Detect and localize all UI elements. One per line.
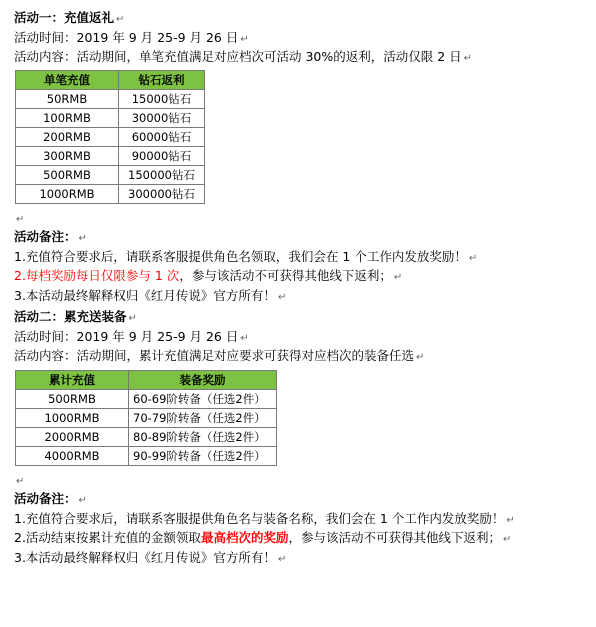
table-cell: 300000钻石 [119,184,205,203]
table-cell: 150000钻石 [119,165,205,184]
table-cell: 500RMB [16,165,119,184]
table-cell: 70-79阶转备（任选2件） [129,408,277,427]
activity2-note-1: 1.充值符合要求后，请联系客服提供角色名与装备名称，我们会在 1 个工作内发放奖励！ ↵ [14,510,515,526]
table-header-cell: 装备奖励 [129,370,277,389]
table-row [16,408,277,427]
table-row [16,389,277,408]
activity2-title: 活动二：累充送装备 ↵ [14,309,137,324]
table-header-cell: 单笔充值 [16,70,119,89]
table-cell: 300RMB [16,146,119,165]
activity1-note-3: 3.本活动最终解释权归《红月传说》官方所有！ ↵ [14,287,287,303]
empty-paragraph: ↵ [16,475,25,487]
activity1-note-1: 1.充值符合要求后，请联系客服提供角色名领取，我们会在 1 个工作内发放奖励！ ↵ [14,248,478,264]
table-cell: 100RMB [16,108,119,127]
table-cell: 50RMB [16,89,119,108]
activity2-time: 活动时间：2019 年 9 月 25-9 月 26 日 ↵ [14,328,249,344]
activity1-time: 活动时间：2019 年 9 月 25-9 月 26 日 ↵ [14,29,249,45]
table-cell: 500RMB [16,389,129,408]
table-row [16,146,205,165]
table-cell: 90000钻石 [119,146,205,165]
table-cell: 1000RMB [16,408,129,427]
table-cell: 1000RMB [16,184,119,203]
table-row [16,184,205,203]
table-header-row [16,370,277,389]
activity2-note-3: 3.本活动最终解释权归《红月传说》官方所有！ ↵ [14,549,287,565]
highlight-text: 最高档次的奖励 [200,530,289,545]
activity2-content: 活动内容：活动期间，累计充值满足对应要求可获得对应档次的装备任选 ↵ [14,348,425,363]
table-row [16,108,205,127]
table-header-cell: 累计充值 [16,370,129,389]
table-row [16,89,205,108]
document-page [14,8,584,567]
activity1-notes-title: 活动备注： ↵ [14,229,87,244]
table-row [16,165,205,184]
table-cell: 60000钻石 [119,127,205,146]
table-cell: 2000RMB [16,427,129,446]
table-cell: 30000钻石 [119,108,205,127]
equipment-reward-table [15,370,277,466]
table-cell: 60-69阶转备（任选2件） [129,389,277,408]
table-cell: 15000钻石 [119,89,205,108]
activity2-note-2: 2.活动结束按累计充值的金额领取最高档次的奖励，参与该活动不可获得其他线下返利； ↵ [14,530,512,545]
table-header-row [16,70,205,89]
table-row [16,446,277,465]
activity1-note-2: 2.每档奖励每日仅限参与 1 次，参与该活动不可获得其他线下返利； ↵ [14,268,403,283]
recharge-rebate-table [15,70,205,204]
table-header-cell: 钻石返利 [119,70,205,89]
table-cell: 90-99阶转备（任选2件） [129,446,277,465]
table-cell: 4000RMB [16,446,129,465]
activity2-notes-title: 活动备注： ↵ [14,491,87,506]
activity1-title: 活动一：充值返礼 ↵ [14,10,125,25]
table-cell: 200RMB [16,127,119,146]
highlight-text: 2.每档奖励每日仅限参与 1 次 [14,268,180,283]
activity1-content: 活动内容：活动期间，单笔充值满足对应档次可活动 30%的返利，活动仅限 2 日 ↵ [14,49,473,64]
table-row [16,127,205,146]
empty-paragraph: ↵ [16,213,25,225]
table-cell: 80-89阶转备（任选2件） [129,427,277,446]
table-row [16,427,277,446]
